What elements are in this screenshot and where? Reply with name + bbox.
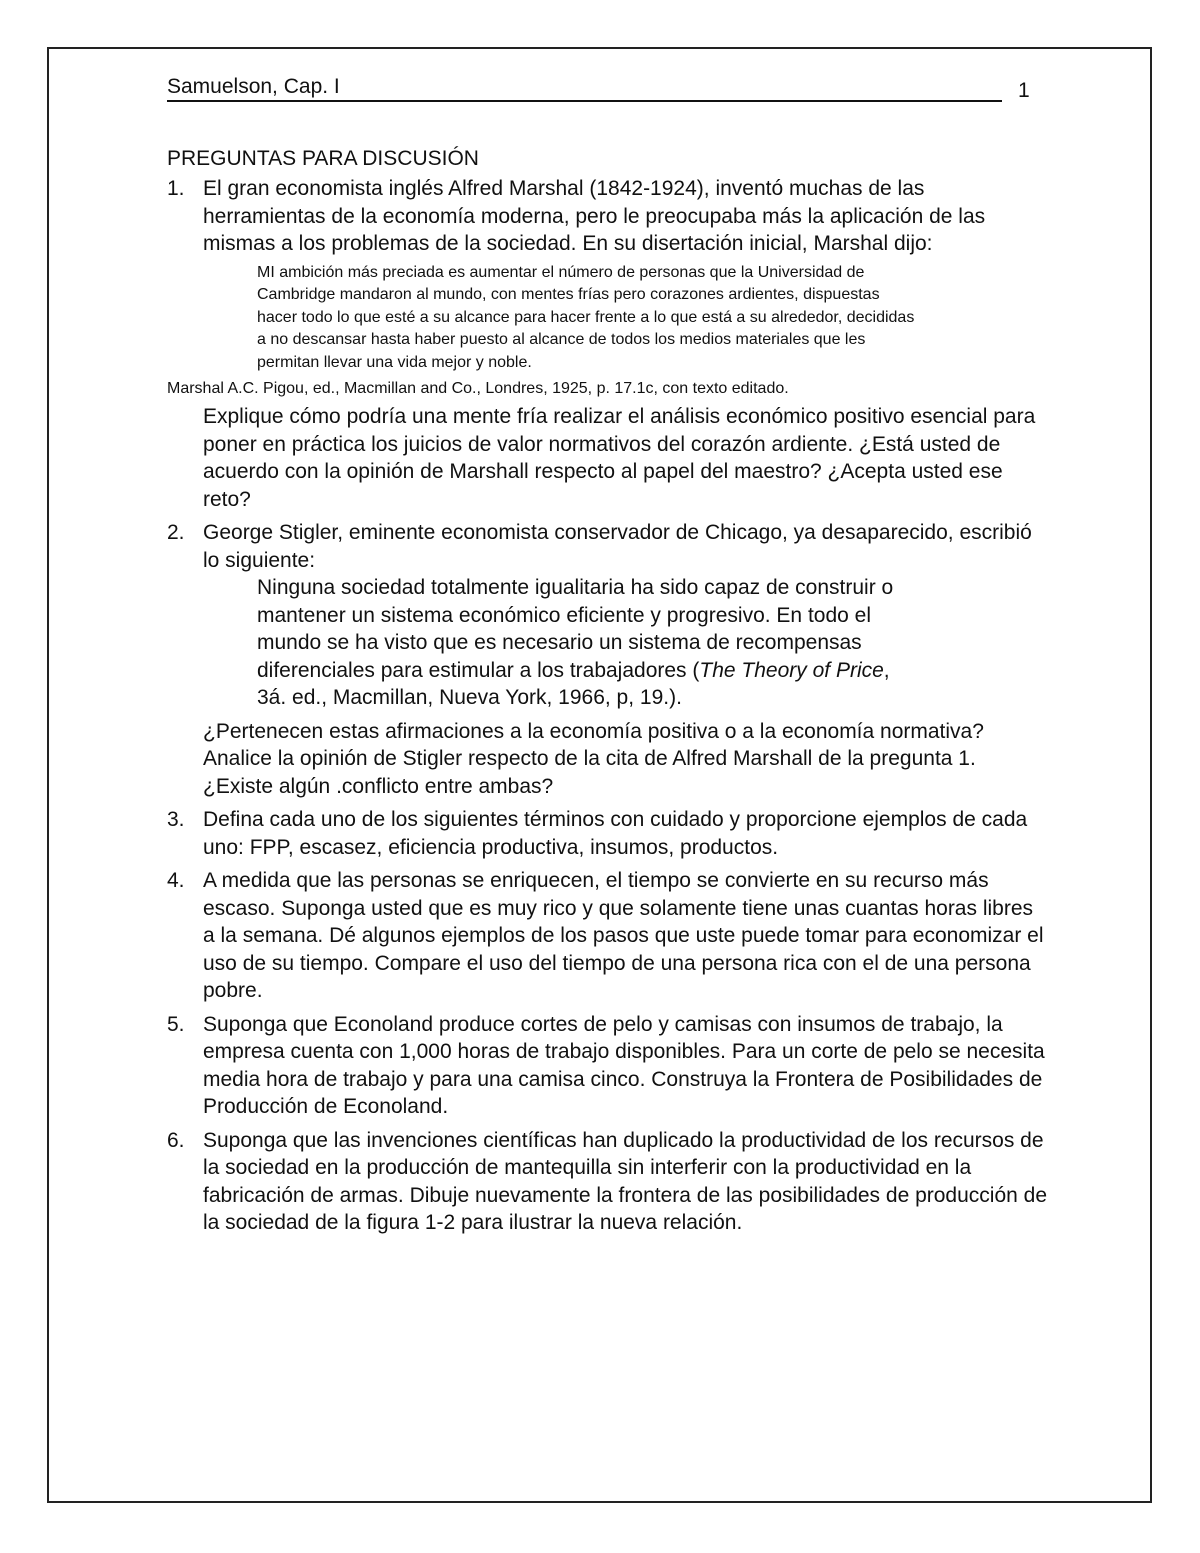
block-quote — [257, 574, 917, 712]
question-5 — [167, 1011, 1047, 1121]
question-text: A medida que las personas se enriquecen, el tiempo se convierte en su recurso más escaso. Suponga usted que es muy rico y que solamente tiene unas cuantas horas libres a la semana. Dé algunos ejemplos de los pasos que uste puede tomar para economizar el uso de su tiempo. Compare el uso del tiempo de una persona rica con el de una persona pobre. — [203, 869, 1044, 1002]
page-number: 1 — [1018, 79, 1030, 102]
question-6 — [167, 1127, 1047, 1237]
question-body: ¿Pertenecen estas afirmaciones a la economía positiva o a la economía normativa? Analice la opinión de Stigler respecto de la cita de Alfred Marshall de la pregunta 1. ¿Existe algún .conflicto entre ambas? — [203, 719, 984, 798]
book-title: The Theory of Price — [699, 658, 884, 682]
question-3 — [167, 806, 1047, 861]
question-number: 1. — [167, 177, 185, 200]
quote-source: Marshal A.C. Pigou, ed., Macmillan and Co., Londres, 1925, p. 17.1c, con texto editado. — [167, 380, 789, 397]
block-quote: MI ambición más preciada es aumentar el número de personas que la Universidad de Cambridge mandaron al mundo, con mentes frías pero corazones ardientes, dispuestas hacer todo lo que esté a su alcance para hacer frente a lo que está a su alrededor, decididas a no descansar hasta haber puesto al alcance de todos los medios materiales que les permitan llevar una vida mejor y noble. — [257, 263, 915, 371]
page-header — [167, 76, 1002, 102]
question-text: Suponga que Econoland produce cortes de pelo y camisas con insumos de trabajo, la empresa cuenta con 1,000 horas de trabajo disponibles. Para un corte de pelo se necesita media hora de trabajo y para una camisa cinco. Construya la Frontera de Posibilidades de Producción de Econoland. — [203, 1012, 1045, 1118]
question-number: 4. — [167, 869, 185, 892]
question-intro: George Stigler, eminente economista conservador de Chicago, ya desaparecido, escribió lo siguiente: — [203, 521, 1032, 572]
quote-citation: , 3á. ed., Macmillan, Nueva York, 1966, p, 19.). — [257, 658, 890, 709]
question-number: 5. — [167, 1012, 185, 1036]
question-text: Defina cada uno de los siguientes términos con cuidado y proporcione ejemplos de cada uno: FPP, escasez, eficiencia productiva, insumos, productos. — [203, 808, 1028, 859]
question-intro: El gran economista inglés Alfred Marshal (1842-1924), inventó muchas de las herramientas de la economía moderna, pero le preocupaba más la aplicación de las mismas a los problemas de la sociedad. En su disertación inicial, Marshal dijo: — [203, 177, 986, 255]
question-2 — [167, 519, 1047, 800]
question-4 — [167, 867, 1047, 1005]
question-number: 2. — [167, 521, 185, 544]
question-number: 3. — [167, 808, 185, 831]
question-number: 6. — [167, 1128, 185, 1152]
section-title: PREGUNTAS PARA DISCUSIÓN — [167, 147, 479, 170]
question-text: Suponga que las invenciones científicas han duplicado la productividad de los recursos de la sociedad en la producción de mantequilla sin interferir con la productividad en la fabricación de armas. Dibuje nuevamente la frontera de las posibilidades de producción de la sociedad de la figura 1-2 para ilustrar la nueva relación. — [203, 1128, 1048, 1234]
question-1 — [167, 175, 1047, 513]
question-body: Explique cómo podría una mente fría realizar el análisis económico positivo esencial para poner en práctica los juicios de valor normativos del corazón ardiente. ¿Está usted de acuerdo con la opinión de Marshall respecto al papel del maestro? ¿Acepta usted ese reto? — [203, 405, 1036, 511]
quote-text: Ninguna sociedad totalmente igualitaria ha sido capaz de construir o mantener un sistema económico eficiente y progresivo. En todo el mundo se ha visto que es necesario un sistema de recompensas diferenciales para estimular a los trabajadores ( — [257, 576, 894, 682]
header-title: Samuelson, Cap. I — [167, 75, 340, 98]
document-body — [167, 145, 1047, 1243]
